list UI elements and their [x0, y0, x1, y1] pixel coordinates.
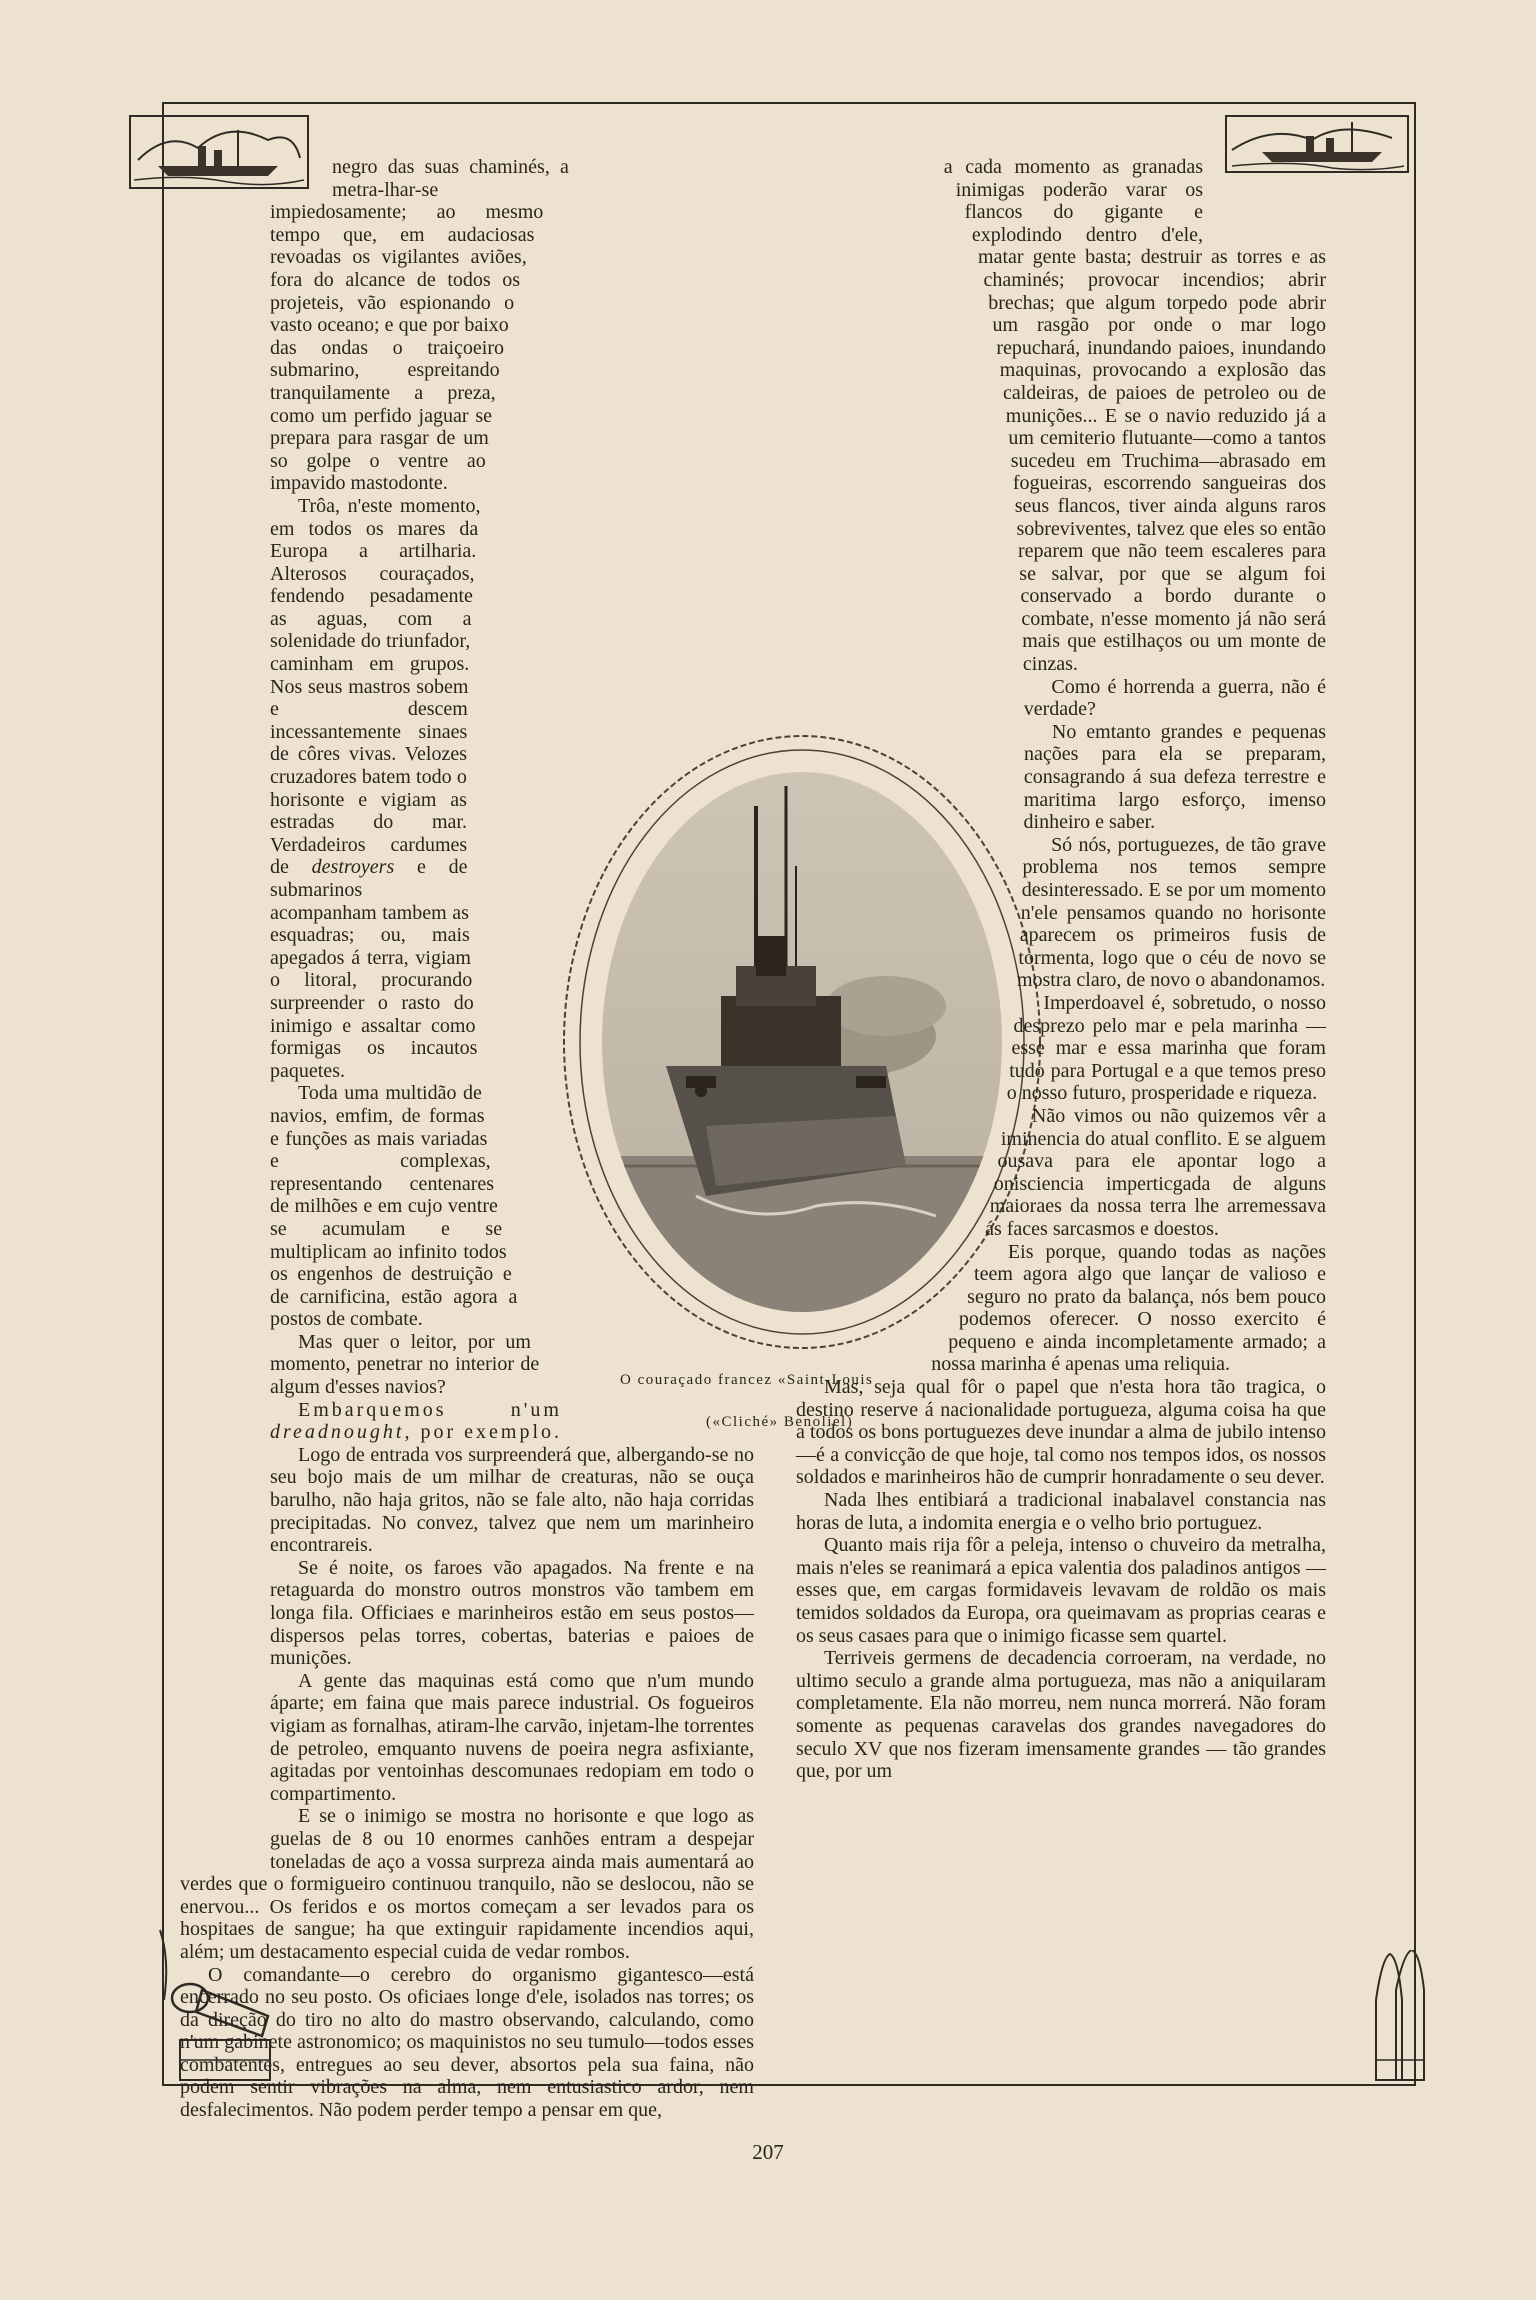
page-number: 207	[752, 2140, 784, 2164]
right-paragraph: Quanto mais rija fôr a peleja, intenso o chuveiro da metralha, mais n'eles se reanimará a epica valentia dos paladinos antigos — esses que, em cargas formidaveis levavam de roldão os mais temidos soldados da Europa, ora queimavam as proprias cearas e os seus casaes para que o inimigo ficasse sem quartel.	[796, 1534, 1326, 1647]
left-paragraph: O comandante—o cerebro do organismo gigantesco—está encerrado no seu posto. Os oficiaes longe d'ele, isolados nas torres; os da direção do tiro no alto do mastro observando, calculando, como n'um gabinete astronomico; os maquinistos no seu tumulo—todos esses combatentes, entregues ao seu dever, absortos pela sua faina, não podem sentir vibrações na alma, nem entusiastico ardor, nem desfalecimentos. Não podem perder tempo a pensar em que,	[180, 1963, 754, 2122]
italic-term: dreadnought	[270, 1421, 405, 1444]
right-paragraph: Mas, seja qual fôr o papel que n'esta hora tão tragica, o destino reserve á nacionalidade portugueza, alguma coisa ha que a todos os bons portuguezes deve inundar a alma de jubilo intenso—é a convicção de que hoje, tal como nos tempos idos, os nossos soldados e marinheiros hão de cumprir honradamente o seu dever.	[796, 1376, 1326, 1489]
left-paragraph: E se o inimigo se mostra no horisonte e que logo as guelas de 8 ou 10 enormes canhões entram a despejar toneladas de aço a vossa surpreza ainda mais aumentará ao verdes que o formigueiro continuou tranquilo, não se deslocou, não se enervou... Os feridos e os mortos começam a ser levados para os hospitaes de sangue; ha que extinguir rapidamente incendios aqui, além; um destacamento especial cuida de vedar rombos.	[180, 1805, 754, 1963]
right-paragraph: Imperdoavel é, sobretudo, o nosso desprezo pelo mar e pela marinha — esse mar e essa marinha que foram tudo para Portugal e a que temos preso o nosso futuro, prosperidade e riqueza.	[1006, 991, 1326, 1105]
left-paragraph: Trôa, n'este momento, em todos os mares da Europa a artilharia. Alterosos couraçados, fendendo pesadamente as aguas, com a solenidade do triunfador, caminham em grupos. Nos seus mastros sobem e descem incessantemente sinaes de côres vivas. Velozes cruzadores batem todo o horisonte e vigiam as estradas do mar. Verdadeiros cardumes de destroyers e de submarinos acompanham tambem as esquadras; ou, mais apegados á terra, vigiam o litoral, procurando surpreender o rasto do inimigo e assaltar como formigas os incautos paquetes.	[270, 494, 481, 1082]
left-paragraph: Mas quer o leitor, por um momento, penetrar no interior de algum d'esses navios?	[270, 1330, 540, 1399]
left-paragraph: Toda uma multidão de navios, emfim, de formas e funções as mais variadas e complexas, representando centenares de milhões e em cujo ventre se acumulam e se multiplicam ao infinito todos os engenhos de destruição e de carnificina, estão agora a postos de combate.	[270, 1082, 518, 1331]
right-paragraph: Terriveis germens de decadencia corroeram, na verdade, no ultimo seculo a grande alma portugueza, mas não a aniquilaram completamente. Ela não morreu, nem nunca morrerá. Não foram somente as pequenas caravelas dos grandes navegadores do seculo XV que nos fizeram imensamente grandes — tão grandes que, por um	[796, 1647, 1326, 1783]
left-paragraph: A gente das maquinas está como que n'um mundo áparte; em faina que mais parece industrial. Os fogueiros vigiam as fornalhas, atiram-lhe carvão, injetam-lhe torrentes de petroleo, emquanto nuvens de poeira negra asfixiante, agitadas por ventoinhas descomunaes redopiam em todo o compartimento.	[270, 1669, 754, 1805]
right-paragraph: Como é horrenda a guerra, não é verdade?	[1023, 675, 1326, 721]
right-paragraph: Não vimos ou não quizemos vêr a iminencia do atual conflito. E se alguem ousava para ele apontar logo a onisciencia imperticgada de alguns maioraes da nossa terra lhe arremessava ás faces sarcasmos e doestos.	[985, 1104, 1326, 1240]
right-text-column	[796, 156, 1396, 2008]
left-paragraph: negro das suas chaminés, a metra-lhar-se impiedosamente; ao mesmo tempo que, em audaciosas revoadas os vigilantes aviões, fora do alcance de todos os projeteis, vão espionando o vasto oceano; e que por baixo das ondas o traiçoeiro submarino, espreitando tranquilamente a preza, como um perfido jaguar se prepara para rasgar de um so golpe o ventre ao impavido mastodonte.	[270, 156, 569, 495]
italic-term: destroyers	[311, 856, 395, 879]
photo-credit: («Cliché» Benoliel)	[706, 1414, 854, 1430]
left-paragraph: Se é noite, os faroes vão apagados. Na frente e na retaguarda do monstro outros monstros vão tambem em longa fila. Officiaes e marinheiros estão em seus postos—dispersos pelas torres, cobertas, baterias e paioes de munições.	[270, 1556, 754, 1670]
left-paragraph: Embarquemos n'um dreadnought, por exemplo.	[270, 1398, 563, 1444]
right-paragraph: No emtanto grandes e pequenas nações para ela se preparam, consagrando á sua defeza terrestre e maritima largo esforço, imenso dinheiro e saber.	[1023, 720, 1326, 834]
right-paragraph: Só nós, portuguezes, de tão grave problema nos temos sempre desinteressado. E se por um momento n'ele pensamos quando no horisonte aparecem os primeiros fusis de tormenta, logo que o céu de novo se mostra claro, de novo o abandonamos.	[1016, 833, 1326, 992]
photo-caption: O couraçado francez «Saint-Louis	[620, 1372, 874, 1388]
right-paragraph: a cada momento as granadas inimigas poderão varar os flancos do gigante e explodindo dentro d'ele, matar gente basta; destruir as torres e as chaminés; provocar incendios; abrir brechas; que algum torpedo pode abrir um rasgão por onde o mar logo repuchará, inundando paioes, inundando maquinas, provocando a explosão das caldeiras, de paioes de petroleo ou de munições... E se o navio reduzido já a um cemiterio flutuante—como a tantos sucedeu em Truchima—abrasado em fogueiras, escorrendo sangueiras dos seus flancos, tiver ainda alguns raros sobreviventes, talvez que eles so então reparem que não teem escaleres para se salvar, por que se algum foi conservado a bordo durante o combate, n'esse momento já não será mais que estilhaços ou um monte de cinzas.	[943, 156, 1326, 676]
right-paragraph: Eis porque, quando todas as nações teem agora algo que lançar de valioso e seguro no prato da balança, nós bem pouco podemos oferecer. O nosso exercito é pequeno e ainda incompletamente armado; a nossa marinha é apenas uma reliquia.	[931, 1240, 1326, 1376]
right-paragraph: Nada lhes entibiará a tradicional inabalavel constancia nas horas de luta, a indomita energia e o velho brio portuguez.	[796, 1489, 1326, 1534]
left-paragraph: Logo de entrada vos surpreenderá que, albergando-se no seu bojo mais de um milhar de creaturas, não se ouça barulho, não haja gritos, não se fale alto, não haja corridas precipitadas. No convez, talvez que nem um marinheiro encontrareis.	[270, 1443, 754, 1557]
left-text-column	[180, 156, 754, 2122]
